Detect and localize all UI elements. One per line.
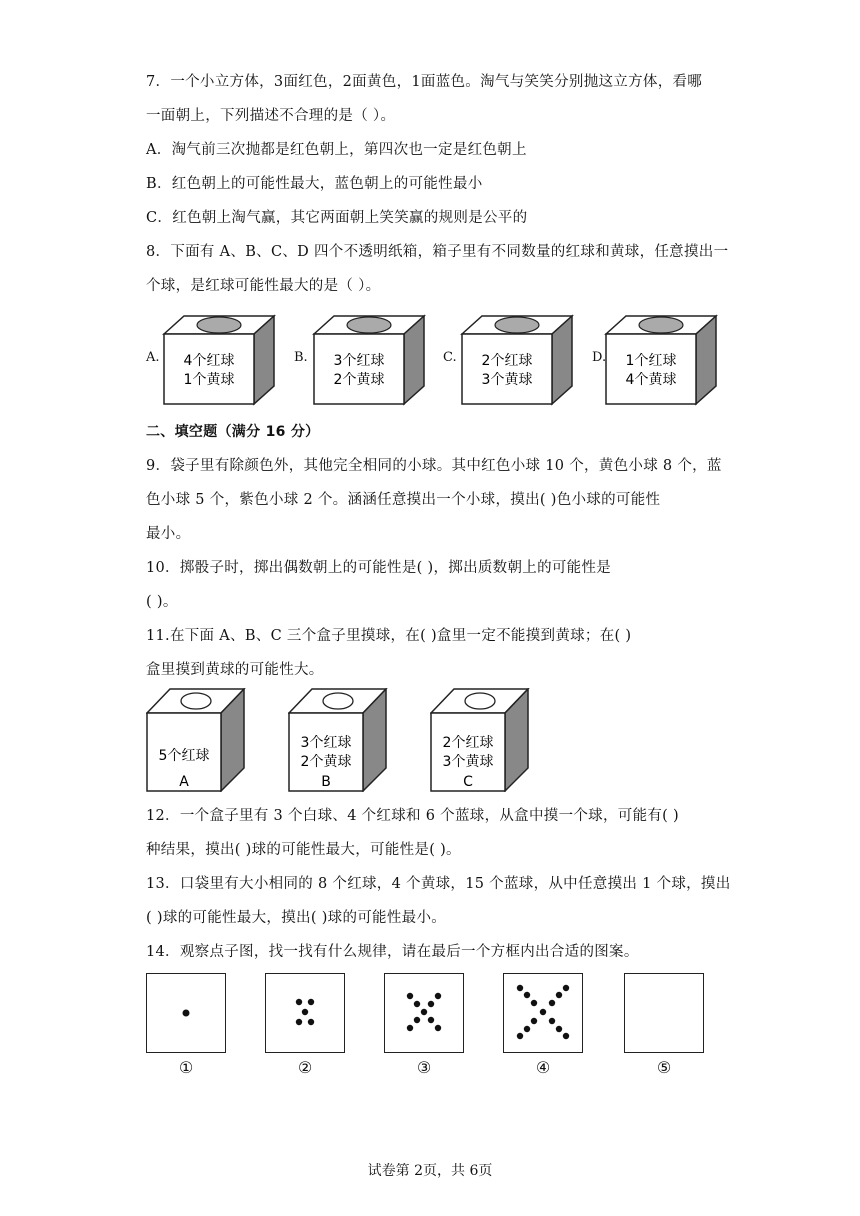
q8-box-a-yellow: 1个黄球 [183,372,235,388]
q11-box-a-l1: 5个红球 [158,748,210,764]
q11-line1: 11.在下面 A、B、C 三个盒子里摸球，在( )盒里一定不能摸到黄球；在( ) [146,628,632,644]
q11-box-c-l2: 3个黄球 [442,754,494,770]
q11-line2: 盒里摸到黄球的可能性大。 [146,662,324,678]
q7-option-b: B．红色朝上的可能性最大，蓝色朝上的可能性最小 [146,176,483,192]
q13-line2: ( )球的可能性最大，摸出( )球的可能性最小。 [146,910,447,926]
q8-box-a-label: A. [146,350,160,365]
section-heading: 二、填空题（满分 16 分） [146,424,320,440]
q7-option-c: C．红色朝上淘气赢，其它两面朝上笑笑赢的规则是公平的 [146,210,528,226]
q8-box-d-label: D. [592,350,607,365]
q13-line1: 13．口袋里有大小相同的 8 个红球，4 个黄球，15 个蓝球，从中任意摸出 1 个球，摸出 [146,876,731,892]
q10-line2: ( )。 [146,594,178,610]
q11-box-b-name: B [321,774,331,790]
q8-box-b-label: B. [294,350,308,365]
q11-box-c-l1: 2个红球 [442,735,494,751]
q11-box-b [288,688,388,792]
dot-pattern-5-empty[interactable] [624,973,704,1053]
dot-pattern-icon [266,974,344,1052]
pattern-label-5: ⑤ [656,1058,672,1077]
pattern-label-1: ① [178,1058,194,1077]
q7-line1: 7．一个小立方体，3面红色，2面黄色，1面蓝色。淘气与笑笑分别抛这立方体，看哪 [146,74,703,90]
q11-box-c-name: C [463,774,473,790]
cube-box-icon [162,314,277,406]
page-footer: 试卷第 2页，共 6页 [367,1163,493,1179]
dot-pattern-3 [384,973,464,1053]
q12-line1: 12．一个盒子里有 3 个白球、4 个红球和 6 个蓝球，从盒中摸一个球，可能有( ) [146,808,679,824]
q8-line2: 个球，是红球可能性最大的是（ ）。 [146,278,381,294]
q8-box-c-red: 2个红球 [481,353,533,369]
q8-box-d-red: 1个红球 [625,353,677,369]
q8-box-b-yellow: 2个黄球 [333,372,385,388]
q8-box-b-red: 3个红球 [333,353,385,369]
dot-pattern-icon [385,974,463,1052]
pattern-label-3: ③ [416,1058,432,1077]
cube-box-icon [604,314,719,406]
cube-box-icon [460,314,575,406]
q8-line1: 8．下面有 A、B、C、D 四个不透明纸箱，箱子里有不同数量的红球和黄球，任意摸出一 [146,244,729,260]
dot-pattern-4 [503,973,583,1053]
q7-option-a: A．淘气前三次抛都是红色朝上，第四次也一定是红色朝上 [146,142,527,158]
q8-box-c-label: C. [443,350,457,365]
q7-line2: 一面朝上，下列描述不合理的是（ ）。 [146,108,396,124]
q8-box-c-yellow: 3个黄球 [481,372,533,388]
q11-box-a [146,688,246,792]
q11-box-b-l2: 2个黄球 [300,754,352,770]
dot-pattern-icon [504,974,582,1052]
q12-line2: 种结果，摸出( )球的可能性最大，可能性是( )。 [146,842,461,858]
pattern-label-4: ④ [535,1058,551,1077]
q11-box-c [430,688,530,792]
q11-box-a-name: A [179,774,189,790]
q9-line1: 9．袋子里有除颜色外，其他完全相同的小球。其中红色小球 10 个，黄色小球 8 个，蓝 [146,458,722,474]
q8-box-a-red: 4个红球 [183,353,235,369]
q9-line3: 最小。 [146,526,191,542]
q8-box-d-yellow: 4个黄球 [625,372,677,388]
q9-line2: 色小球 5 个，紫色小球 2 个。涵涵任意摸出一个小球，摸出( )色小球的可能性 [146,492,661,508]
dot-pattern-2 [265,973,345,1053]
dot-pattern-icon [147,974,225,1052]
dot-pattern-1 [146,973,226,1053]
q10-line1: 10．掷骰子时，掷出偶数朝上的可能性是( )，掷出质数朝上的可能性是 [146,560,612,576]
q14-line1: 14．观察点子图，找一找有什么规律，请在最后一个方框内出合适的图案。 [146,944,639,960]
cube-box-icon [312,314,427,406]
pattern-label-2: ② [297,1058,313,1077]
q11-box-b-l1: 3个红球 [300,735,352,751]
